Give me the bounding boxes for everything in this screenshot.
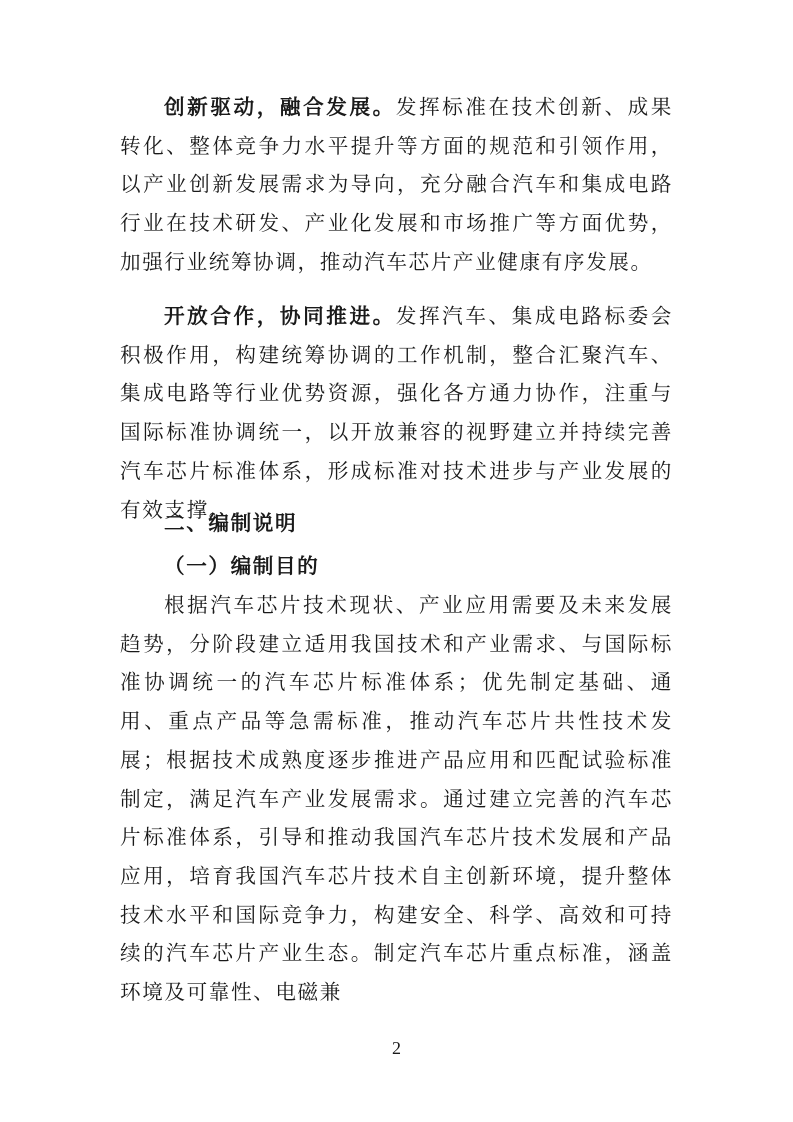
paragraph-open-cooperation [120, 297, 673, 529]
page-number: 2 [392, 1038, 401, 1058]
paragraph-lead-innovation: 创新驱动，融合发展。 [164, 95, 396, 119]
paragraph-purpose [120, 586, 673, 1012]
paragraph-body-purpose: 根据汽车芯片技术现状、产业应用需要及未来发展趋势，分阶段建立适用我国技术和产业需求、与国际标准协调统一的汽车芯片标准体系；优先制定基础、通用、重点产品等急需标准，推动汽车芯片共性技术发展；根据技术成熟度逐步推进产品应用和匹配试验标准制定，满足汽车产业发展需求。通过建立完善的汽车芯片标准体系，引导和推动我国汽车芯片技术发展和产品应用，培育我国汽车芯片技术自主创新环境，提升整体技术水平和国际竞争力，构建安全、科学、高效和可持续的汽车芯片产业生态。制定汽车芯片重点标准，涵盖环境及可靠性、电磁兼 [120, 593, 673, 1005]
paragraph-body-innovation: 发挥标准在技术创新、成果转化、整体竞争力水平提升等方面的规范和引领作用，以产业创新发展需求为导向，充分融合汽车和集成电路行业在技术研发、产业化发展和市场推广等方面优势，加强行业统筹协调，推动汽车芯片产业健康有序发展。 [120, 95, 673, 274]
paragraph-lead-cooperation: 开放合作，协同推进。 [164, 304, 396, 328]
paragraph-body-cooperation: 发挥汽车、集成电路标委会积极作用，构建统筹协调的工作机制，整合汇聚汽车、集成电路等行业优势资源，强化各方通力协作，注重与国际标准协调统一，以开放兼容的视野建立并持续完善汽车芯片标准体系，形成标准对技术进步与产业发展的有效支撑。 [120, 304, 673, 522]
paragraph-innovation-driven [120, 88, 673, 282]
section-heading: 二、编制说明 [164, 511, 298, 535]
subsection-heading: （一）编制目的 [164, 554, 320, 578]
